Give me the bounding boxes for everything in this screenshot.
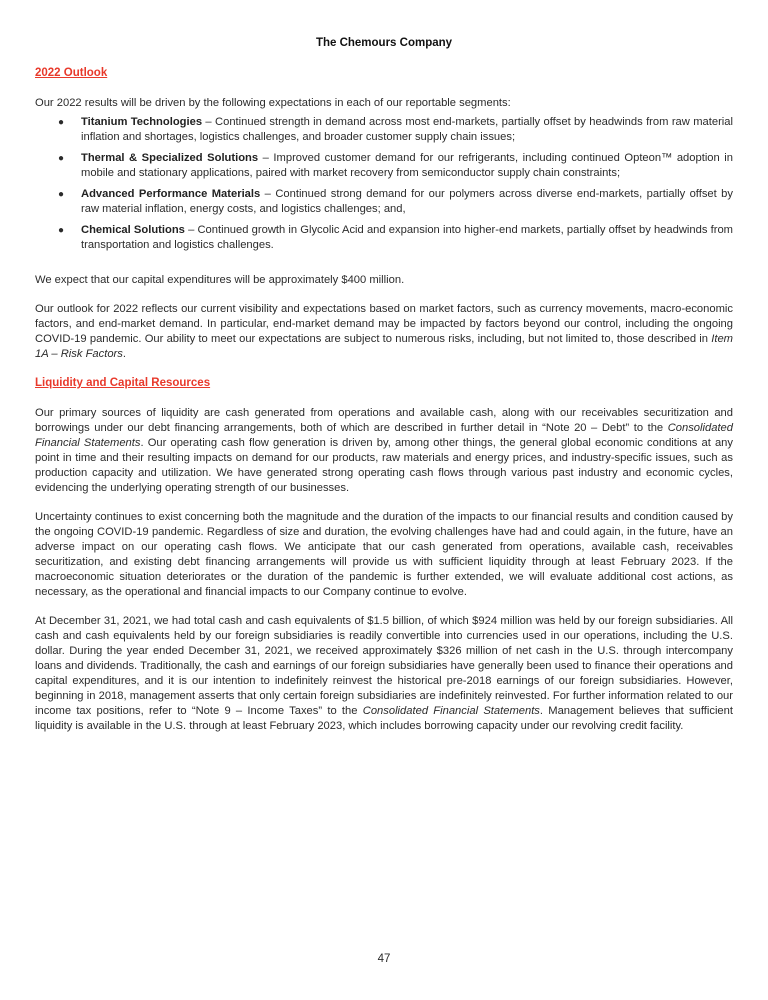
liquidity-text: . Our operating cash flow generation is driven by, among other things, the general global economic conditions at any point in time and their resulting impacts on demand for our products, raw materials and energy prices, and industry-specific issues, such as production capacity and utilization. We have generated strong operating cash flows through various past industry and economic cycles, evidencing the underlying operating strength of our businesses.	[35, 437, 733, 494]
financial-statements-reference: Consolidated Financial Statements	[35, 422, 733, 449]
segment-term: Advanced Performance Materials	[81, 188, 261, 200]
segment-term: Titanium Technologies	[81, 116, 203, 128]
financial-statements-reference: Consolidated Financial Statements	[362, 705, 540, 717]
outlook-text: Our outlook for 2022 reflects our current visibility and expectations based on market factors, such as currency movements, macro-economic factors, and end-market demand. In particular, end-market demand may be impacted by factors beyond our control, including the ongoing COVID-19 pandemic. Our ability to meet our expectations are subject to numerous risks, including, but not limited to, those described in	[35, 303, 733, 345]
bullet-thermal-specialized-solutions	[35, 151, 733, 181]
segment-term: Chemical Solutions	[81, 224, 185, 236]
liquidity-text: Our primary sources of liquidity are cash generated from operations and available cash, along with our receivables securitization and borrowings under our debt financing arrangements, both of which are described in further detail in “Note 20 – Debt” to the	[35, 407, 733, 434]
outlook-intro: Our 2022 results will be driven by the following expectations in each of our reportable segments:	[35, 97, 511, 109]
bullet-chemical-solutions	[35, 223, 733, 253]
segment-bullet-list	[35, 115, 733, 259]
segment-description: – Continued strong demand for our polymers across diverse end-markets, partially offset by raw material inflation, energy costs, and logistics challenges; and,	[81, 188, 733, 215]
segment-description: – Improved customer demand for our refrigerants, including continued Opteon™ adoption in mobile and stationary applications, paired with market recovery from semiconductor supply chain constraints;	[81, 152, 733, 179]
liquidity-paragraph-2: Uncertainty continues to exist concerning both the magnitude and the duration of the impacts to our financial results and condition caused by the ongoing COVID-19 pandemic. Regardless of size and duration, the evolving challenges have had and could again, in the future, have an adverse impact on our operating cash flows. We anticipate that our cash generated from operations, available cash, receivables securitization, and existing debt financing arrangements will provide us with sufficient liquidity through at least February 2023. If the macroeconomic situation deteriorates or the duration of the pandemic is further extended, we will evaluate additional cost actions, as necessary, as the operational and financial impacts to our Company continue to evolve.	[35, 511, 733, 598]
section-heading-liquidity: Liquidity and Capital Resources	[35, 377, 211, 389]
outlook-text-end: .	[122, 348, 126, 360]
liquidity-paragraph-3	[35, 614, 733, 734]
segment-description: – Continued strength in demand across most end-markets, partially offset by headwinds from raw material inflation and shortages, logistics challenges, and broader customer supply chain issues;	[81, 116, 733, 143]
bullet-advanced-performance-materials	[35, 187, 733, 217]
segment-term: Thermal & Specialized Solutions	[81, 152, 259, 164]
bullet-titanium-technologies	[35, 115, 733, 145]
page-number: 47	[377, 953, 391, 965]
section-heading-2022-outlook: 2022 Outlook	[35, 67, 108, 79]
segment-description: – Continued growth in Glycolic Acid and expansion into higher-end markets, partially offset by headwinds from transportation and logistics challenges.	[81, 224, 733, 251]
risk-factors-reference: Item 1A – Risk Factors	[35, 333, 733, 360]
bullet-icon: ●	[58, 117, 65, 128]
bullet-icon: ●	[58, 153, 65, 164]
liquidity-text: At December 31, 2021, we had total cash and cash equivalents of $1.5 billion, of which $924 million was held by our foreign subsidiaries. All cash and cash equivalents held by our foreign subsidiaries is readily convertible into currencies used in our operations, including the U.S. dollar. During the year ended December 31, 2021, we received approximately $326 million of net cash in the U.S. through intercompany loans and dividends. Traditionally, the cash and earnings of our foreign subsidiaries have generally been used to finance their operations and capital expenditures, and it is our intention to indefinitely reinvest the historical pre-2018 earnings of our foreign subsidiaries. However, beginning in 2018, management asserts that only certain foreign subsidiaries are indefinitely reinvested. For further information related to our income tax positions, refer to “Note 9 – Income Taxes” to the	[35, 615, 733, 717]
liquidity-text: . Management believes that sufficient liquidity is available in the U.S. through at least February 2023, which includes borrowing capacity under our revolving credit facility.	[35, 705, 733, 732]
page-title: The Chemours Company	[315, 37, 453, 49]
bullet-icon: ●	[58, 225, 65, 236]
bullet-icon: ●	[58, 189, 65, 200]
capex-paragraph: We expect that our capital expenditures will be approximately $400 million.	[35, 274, 405, 286]
liquidity-paragraph-1	[35, 406, 733, 496]
outlook-paragraph	[35, 302, 733, 362]
